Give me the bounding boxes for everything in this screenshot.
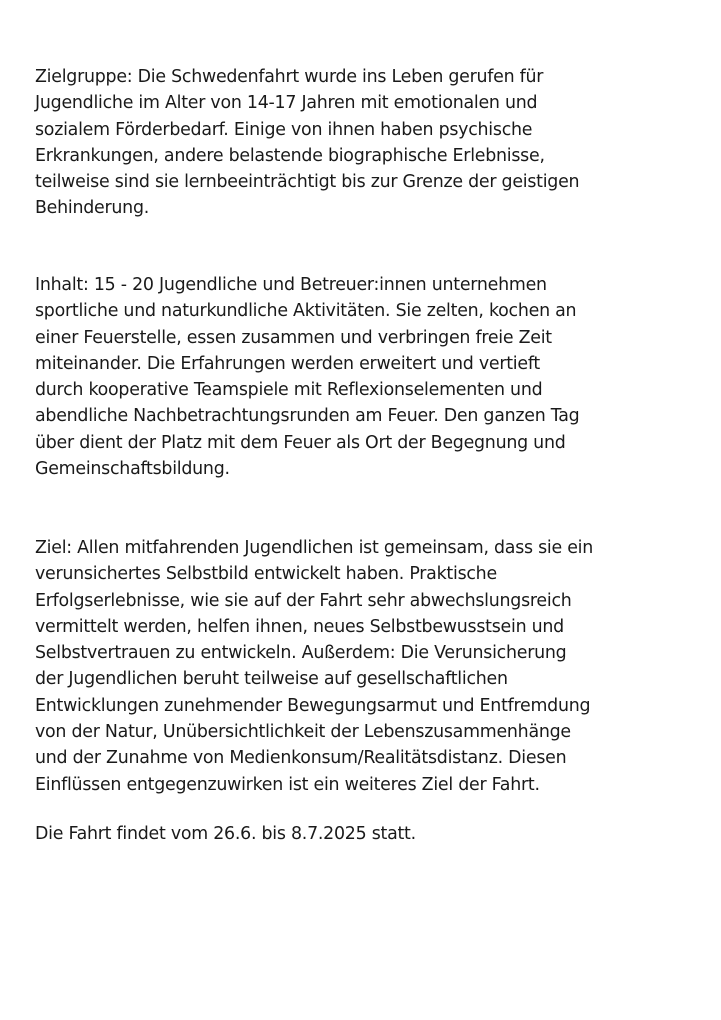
text-line: verunsichertes Selbstbild entwickelt haben. Praktische bbox=[35, 564, 497, 585]
paragraph-inhalt bbox=[35, 272, 700, 482]
text-line: Inhalt: 15 - 20 Jugendliche und Betreuer:innen unternehmen bbox=[35, 275, 547, 295]
text-line: Entwicklungen zunehmender Bewegungsarmut und Entfremdung bbox=[35, 695, 591, 716]
text-line: miteinander. Die Erfahrungen werden erweitert und vertieft bbox=[35, 353, 540, 374]
paragraph-termin bbox=[35, 821, 700, 847]
text-line: einer Feuerstelle, essen zusammen und verbringen freie Zeit bbox=[35, 327, 552, 348]
text-line: teilweise sind sie lernbeeinträchtigt bis zur Grenze der geistigen bbox=[35, 172, 580, 193]
text-line: sozialem Förderbedarf. Einige von ihnen haben psychische bbox=[35, 119, 533, 140]
text-line: durch kooperative Teamspiele mit Reflexionselementen und bbox=[35, 380, 543, 401]
text-line: vermittelt werden, helfen ihnen, neues Selbstbewusstsein und bbox=[35, 616, 564, 637]
text-line: der Jugendlichen beruht teilweise auf gesellschaftlichen bbox=[35, 669, 508, 690]
text-line: Gemeinschaftsbildung. bbox=[35, 459, 230, 480]
text-line: Erfolgserlebnisse, wie sie auf der Fahrt sehr abwechslungsreich bbox=[35, 590, 572, 611]
text-line: Zielgruppe: Die Schwedenfahrt wurde ins Leben gerufen für bbox=[35, 67, 544, 87]
text-line: Ziel: Allen mitfahrenden Jugendlichen ist gemeinsam, dass sie ein bbox=[35, 538, 594, 558]
text-line: und der Zunahme von Medienkonsum/Realitätsdistanz. Diesen bbox=[35, 748, 567, 769]
text-line: Erkrankungen, andere belastende biographische Erlebnisse, bbox=[35, 145, 545, 166]
text-line: Selbstvertrauen zu entwickeln. Außerdem: Die Verunsicherung bbox=[35, 643, 567, 664]
text-line: abendliche Nachbetrachtungsrunden am Feuer. Den ganzen Tag bbox=[35, 406, 580, 427]
text-line: Behinderung. bbox=[35, 198, 150, 219]
paragraph-zielgruppe bbox=[35, 64, 700, 222]
text-line: Jugendliche im Alter von 14-17 Jahren mit emotionalen und bbox=[35, 93, 538, 114]
text-line: von der Natur, Unübersichtlichkeit der Lebenszusammenhänge bbox=[35, 722, 571, 743]
text-line: über dient der Platz mit dem Feuer als Ort der Begegnung und bbox=[35, 432, 566, 453]
text-line: Einflüssen entgegenzuwirken ist ein weiteres Ziel der Fahrt. bbox=[35, 774, 540, 795]
text-line: sportliche und naturkundliche Aktivitäten. Sie zelten, kochen an bbox=[35, 301, 577, 322]
text-line: Die Fahrt findet vom 26.6. bis 8.7.2025 statt. bbox=[35, 824, 416, 844]
paragraph-ziel bbox=[35, 535, 700, 798]
